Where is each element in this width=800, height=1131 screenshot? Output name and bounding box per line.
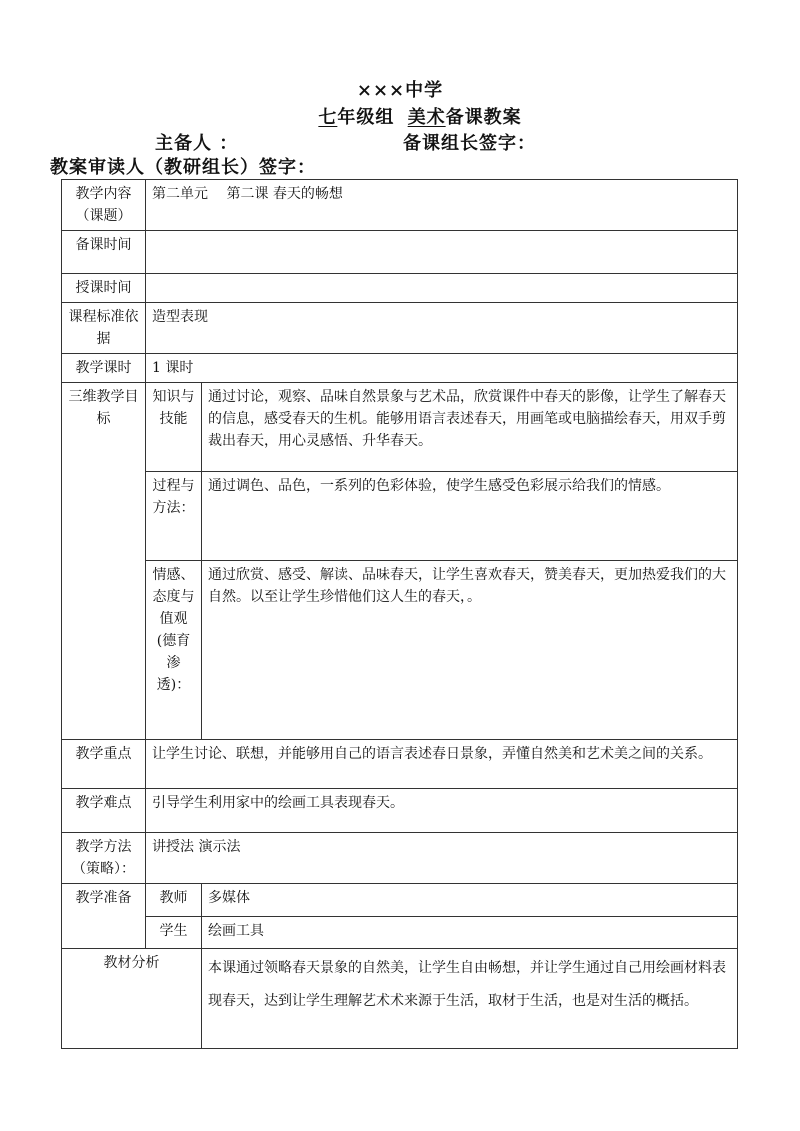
row-method	[62, 833, 738, 884]
row-hours	[62, 354, 738, 383]
content-label: 教学内容（课题）	[62, 180, 146, 231]
method-label: 教学方法（策略）：	[62, 833, 146, 884]
prep-time-value[interactable]	[146, 231, 738, 274]
school-title: ×××中学	[356, 80, 444, 101]
row-content	[62, 180, 738, 231]
emotion-label: 情感、态度与值观(德育渗透)：	[146, 561, 202, 740]
subject-suffix: 备课教案	[445, 107, 522, 128]
teach-time-value[interactable]	[146, 274, 738, 303]
teacher-value: 多媒体	[202, 884, 738, 917]
key-value: 让学生讨论、联想，并能够用自己的语言表述春日景象，弄懂自然美和艺术美之间的关系。	[146, 740, 738, 789]
row-analysis	[62, 949, 738, 1049]
leader-sign-label: 备课组长签字：	[403, 133, 536, 154]
reviewer-sign-label: 教案审读人（教研组长）签字：	[50, 157, 316, 178]
row-prep-student	[62, 917, 738, 949]
preparation-label: 教学准备	[62, 884, 146, 949]
row-prep-teacher	[62, 884, 738, 917]
preparer-label: 主备人 ：	[155, 133, 239, 154]
content-value: 第二单元 第二课 春天的畅想	[146, 180, 738, 231]
subject-field: 美术	[407, 107, 446, 128]
row-standard	[62, 303, 738, 354]
teacher-label: 教师	[146, 884, 202, 917]
row-difficulty	[62, 789, 738, 833]
grade-field: 七	[318, 107, 338, 128]
row-prep-time	[62, 231, 738, 274]
emotion-value: 通过欣赏、感受、解读、品味春天，让学生喜欢春天，赞美春天，更加热爱我们的大自然。以至让学生珍惜他们这人生的春天，。	[202, 561, 738, 740]
method-value: 讲授法 演示法	[146, 833, 738, 884]
knowledge-value: 通过讨论，观察、品味自然景象与艺术品，欣赏课件中春天的影像，让学生了解春天的信息，感受春天的生机。能够用语言表述春天，用画笔或电脑描绘春天，用双手剪裁出春天，用心灵感悟、升华春天。	[202, 383, 738, 472]
hours-label: 教学课时	[62, 354, 146, 383]
teach-time-label: 授课时间	[62, 274, 146, 303]
row-key	[62, 740, 738, 789]
student-label: 学生	[146, 917, 202, 949]
lesson-plan-table	[61, 179, 738, 1049]
difficulty-value: 引导学生利用家中的绘画工具表现春天。	[146, 789, 738, 833]
grade-suffix: 年级组	[337, 107, 395, 128]
row-goal-emotion	[62, 561, 738, 740]
standard-label: 课程标准依据	[62, 303, 146, 354]
standard-value: 造型表现	[146, 303, 738, 354]
row-goal-knowledge	[62, 383, 738, 472]
row-teach-time	[62, 274, 738, 303]
plan-title	[0, 103, 800, 129]
knowledge-label: 知识与技能	[146, 383, 202, 472]
analysis-label: 教材分析	[62, 949, 202, 1049]
row-goal-process	[62, 472, 738, 561]
student-value: 绘画工具	[202, 917, 738, 949]
process-label: 过程与方法：	[146, 472, 202, 561]
analysis-value: 本课通过领略春天景象的自然美，让学生自由畅想，并让学生通过自己用绘画材料表现春天，达到让学生理解艺术术来源于生活，取材于生活，也是对生活的概括。	[202, 949, 738, 1049]
key-label: 教学重点	[62, 740, 146, 789]
goals-label: 三维教学目标	[62, 383, 146, 740]
process-value: 通过调色、品色，一系列的色彩体验，使学生感受色彩展示给我们的情感。	[202, 472, 738, 561]
hours-value: 1 课时	[146, 354, 738, 383]
prep-time-label: 备课时间	[62, 231, 146, 274]
difficulty-label: 教学难点	[62, 789, 146, 833]
